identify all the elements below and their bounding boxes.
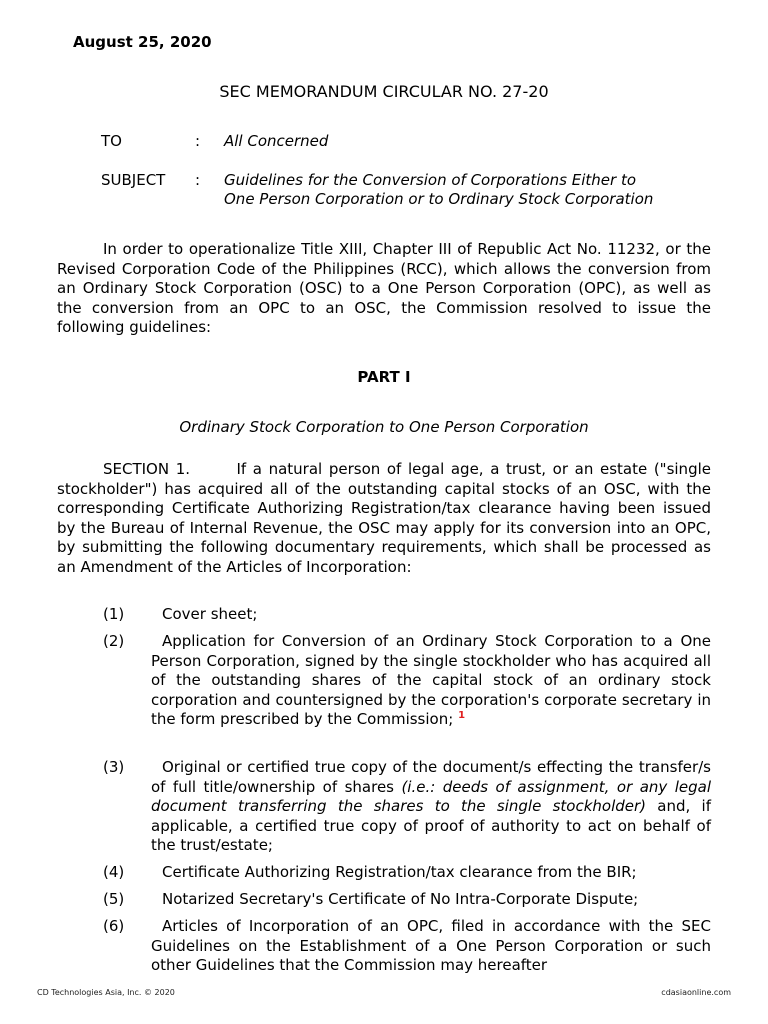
list-item xyxy=(103,890,711,910)
footnote-link[interactable]: 1 xyxy=(458,710,466,721)
intro-text: In order to operationalize Title XIII, Chapter III of Republic Act No. 11232, or the Revised Corporation Code of the Philippines (RCC), which allows the conversion from an Ordinary Stock Corporation (OSC) to a One Person Corporation (OPC), as well as the conversion from an OPC to an OSC, the Commission resolved to issue the following guidelines: xyxy=(57,240,711,336)
intro-paragraph xyxy=(57,240,711,338)
footer-copyright: CD Technologies Asia, Inc. © 2020 xyxy=(37,988,175,997)
list-item xyxy=(103,917,711,976)
document-date: August 25, 2020 xyxy=(73,33,212,51)
list-item-text: Notarized Secretary's Certificate of No Intra-Corporate Dispute; xyxy=(162,890,639,908)
section-1-paragraph xyxy=(57,460,711,577)
part-subheading: Ordinary Stock Corporation to One Person Corporation xyxy=(179,418,589,436)
subject-colon: : xyxy=(195,171,201,189)
list-item-text-cont: and, if applicable, a certified true copy of proof of authority to act on behalf of the trust/estate; xyxy=(151,797,711,854)
list-item-text: Original or certified true copy of the document/s effecting the transfer/s of full title/ownership of shares xyxy=(151,758,711,796)
list-item-text-italic: (i.e.: deeds of assignment, or any legal document transferring the shares to the single stockholder) xyxy=(151,777,711,815)
list-item xyxy=(103,632,711,730)
subject-label: SUBJECT xyxy=(101,171,166,189)
subject-value xyxy=(224,171,653,209)
to-colon: : xyxy=(195,132,201,150)
list-item-text: Cover sheet; xyxy=(162,605,258,623)
list-item-number: (5) xyxy=(103,890,125,908)
list-item-number: (1) xyxy=(103,605,125,623)
subject-line-2: One Person Corporation or to Ordinary Stock Corporation xyxy=(224,190,654,208)
subject-line-1: Guidelines for the Conversion of Corporations Either to xyxy=(224,171,637,189)
part-heading: PART I xyxy=(357,368,411,386)
list-item-number: (6) xyxy=(103,917,125,935)
document-title: SEC MEMORANDUM CIRCULAR NO. 27-20 xyxy=(219,82,549,101)
footer-site-link[interactable]: cdasiaonline.com xyxy=(661,988,731,997)
list-item-number: (4) xyxy=(103,863,125,881)
list-item-number: (2) xyxy=(103,632,125,650)
list-item xyxy=(103,605,711,625)
section-1-text: If a natural person of legal age, a trust, or an estate ("single stockholder") has acquired all of the outstanding capital stocks of an OSC, with the corresponding Certificate Authorizing Registration/tax clearance having been issued by the Bureau of Internal Revenue, the OSC may apply for its conversion into an OPC, by submitting the following documentary requirements, which shall be processed as an Amendment of the Articles of Incorporation: xyxy=(57,460,711,576)
to-label: TO xyxy=(101,132,122,150)
section-1-label: SECTION 1. xyxy=(103,460,191,478)
to-value: All Concerned xyxy=(224,132,329,150)
list-item-text: Application for Conversion of an Ordinary Stock Corporation to a One Person Corporation, signed by the single stockholder who has acquired all of the outstanding shares of the capital stock of an ordinary stock corporation and countersigned by the corporation's corporate secretary in the form prescribed by the Commission; xyxy=(151,632,711,728)
list-item-number: (3) xyxy=(103,758,125,776)
list-item-text: Articles of Incorporation of an OPC, filed in accordance with the SEC Guidelines on the Establishment of a One Person Corporation or such other Guidelines that the Commission may hereafter xyxy=(151,917,711,974)
list-item xyxy=(103,758,711,856)
list-item xyxy=(103,863,711,883)
list-item-text: Certificate Authorizing Registration/tax clearance from the BIR; xyxy=(162,863,637,881)
